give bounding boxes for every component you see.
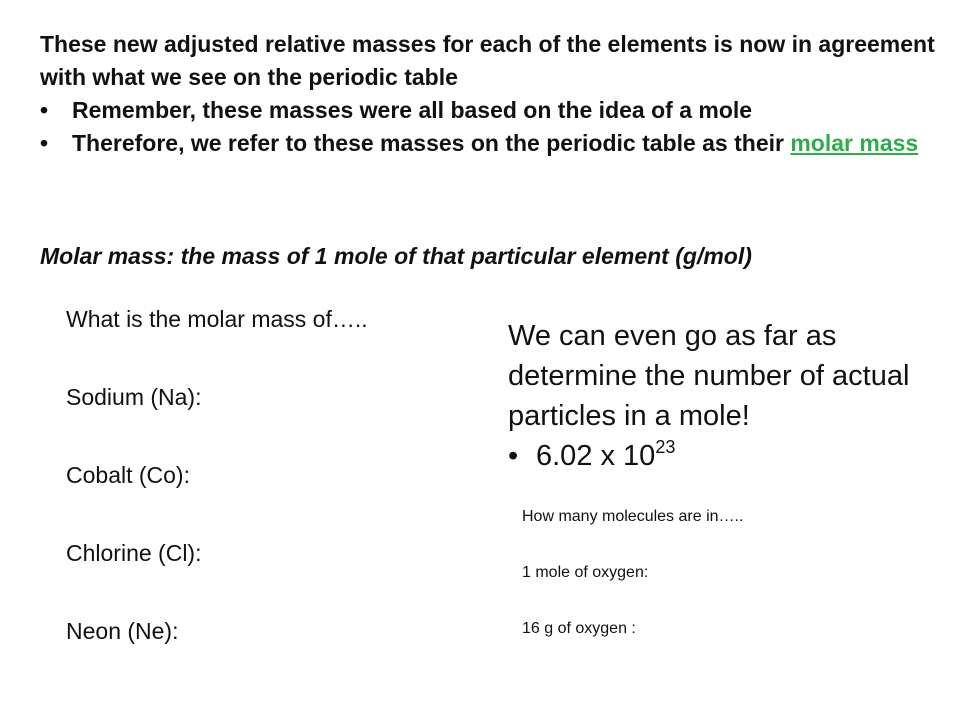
- bullet-icon: •: [508, 440, 519, 472]
- particles-block: [508, 316, 938, 476]
- element-sodium: Sodium (Na):: [66, 384, 202, 410]
- bullet-text: [72, 127, 940, 160]
- element-chlorine: Chlorine (Cl):: [66, 540, 202, 566]
- molecules-item-mole-oxygen: 1 mole of oxygen:: [522, 564, 649, 581]
- molecules-prompt: How many molecules are in…..: [522, 508, 744, 525]
- element-cobalt: Cobalt (Co):: [66, 462, 190, 488]
- question-prompt: What is the molar mass of…..: [66, 306, 368, 332]
- intro-bullet-2: [40, 127, 940, 160]
- bullet-text-before-link: Therefore, we refer to these masses on the periodic table as their: [72, 130, 791, 156]
- intro-block: [40, 28, 940, 160]
- avogadro-number: [536, 436, 675, 476]
- element-neon: Neon (Ne):: [66, 618, 179, 644]
- intro-bullet-1: [40, 94, 940, 127]
- intro-line: These new adjusted relative masses for each of the elements is now in agreement with what we see on the periodic table: [40, 31, 935, 90]
- avogadro-bullet: [508, 436, 938, 476]
- molar-mass-definition: Molar mass: the mass of 1 mole of that particular element (g/mol): [40, 243, 752, 269]
- bullet-text: Remember, these masses were all based on the idea of a mole: [72, 97, 753, 123]
- molar-mass-link[interactable]: molar mass: [790, 130, 919, 156]
- bullet-icon: •: [40, 130, 49, 156]
- molecules-item-grams-oxygen: 16 g of oxygen :: [522, 620, 636, 637]
- bullet-icon: •: [40, 97, 49, 123]
- avogadro-exponent: 23: [655, 437, 676, 457]
- particles-text: We can even go as far as determine the number of actual particles in a mole!: [508, 320, 910, 432]
- avogadro-base: 6.02 x 10: [536, 440, 656, 472]
